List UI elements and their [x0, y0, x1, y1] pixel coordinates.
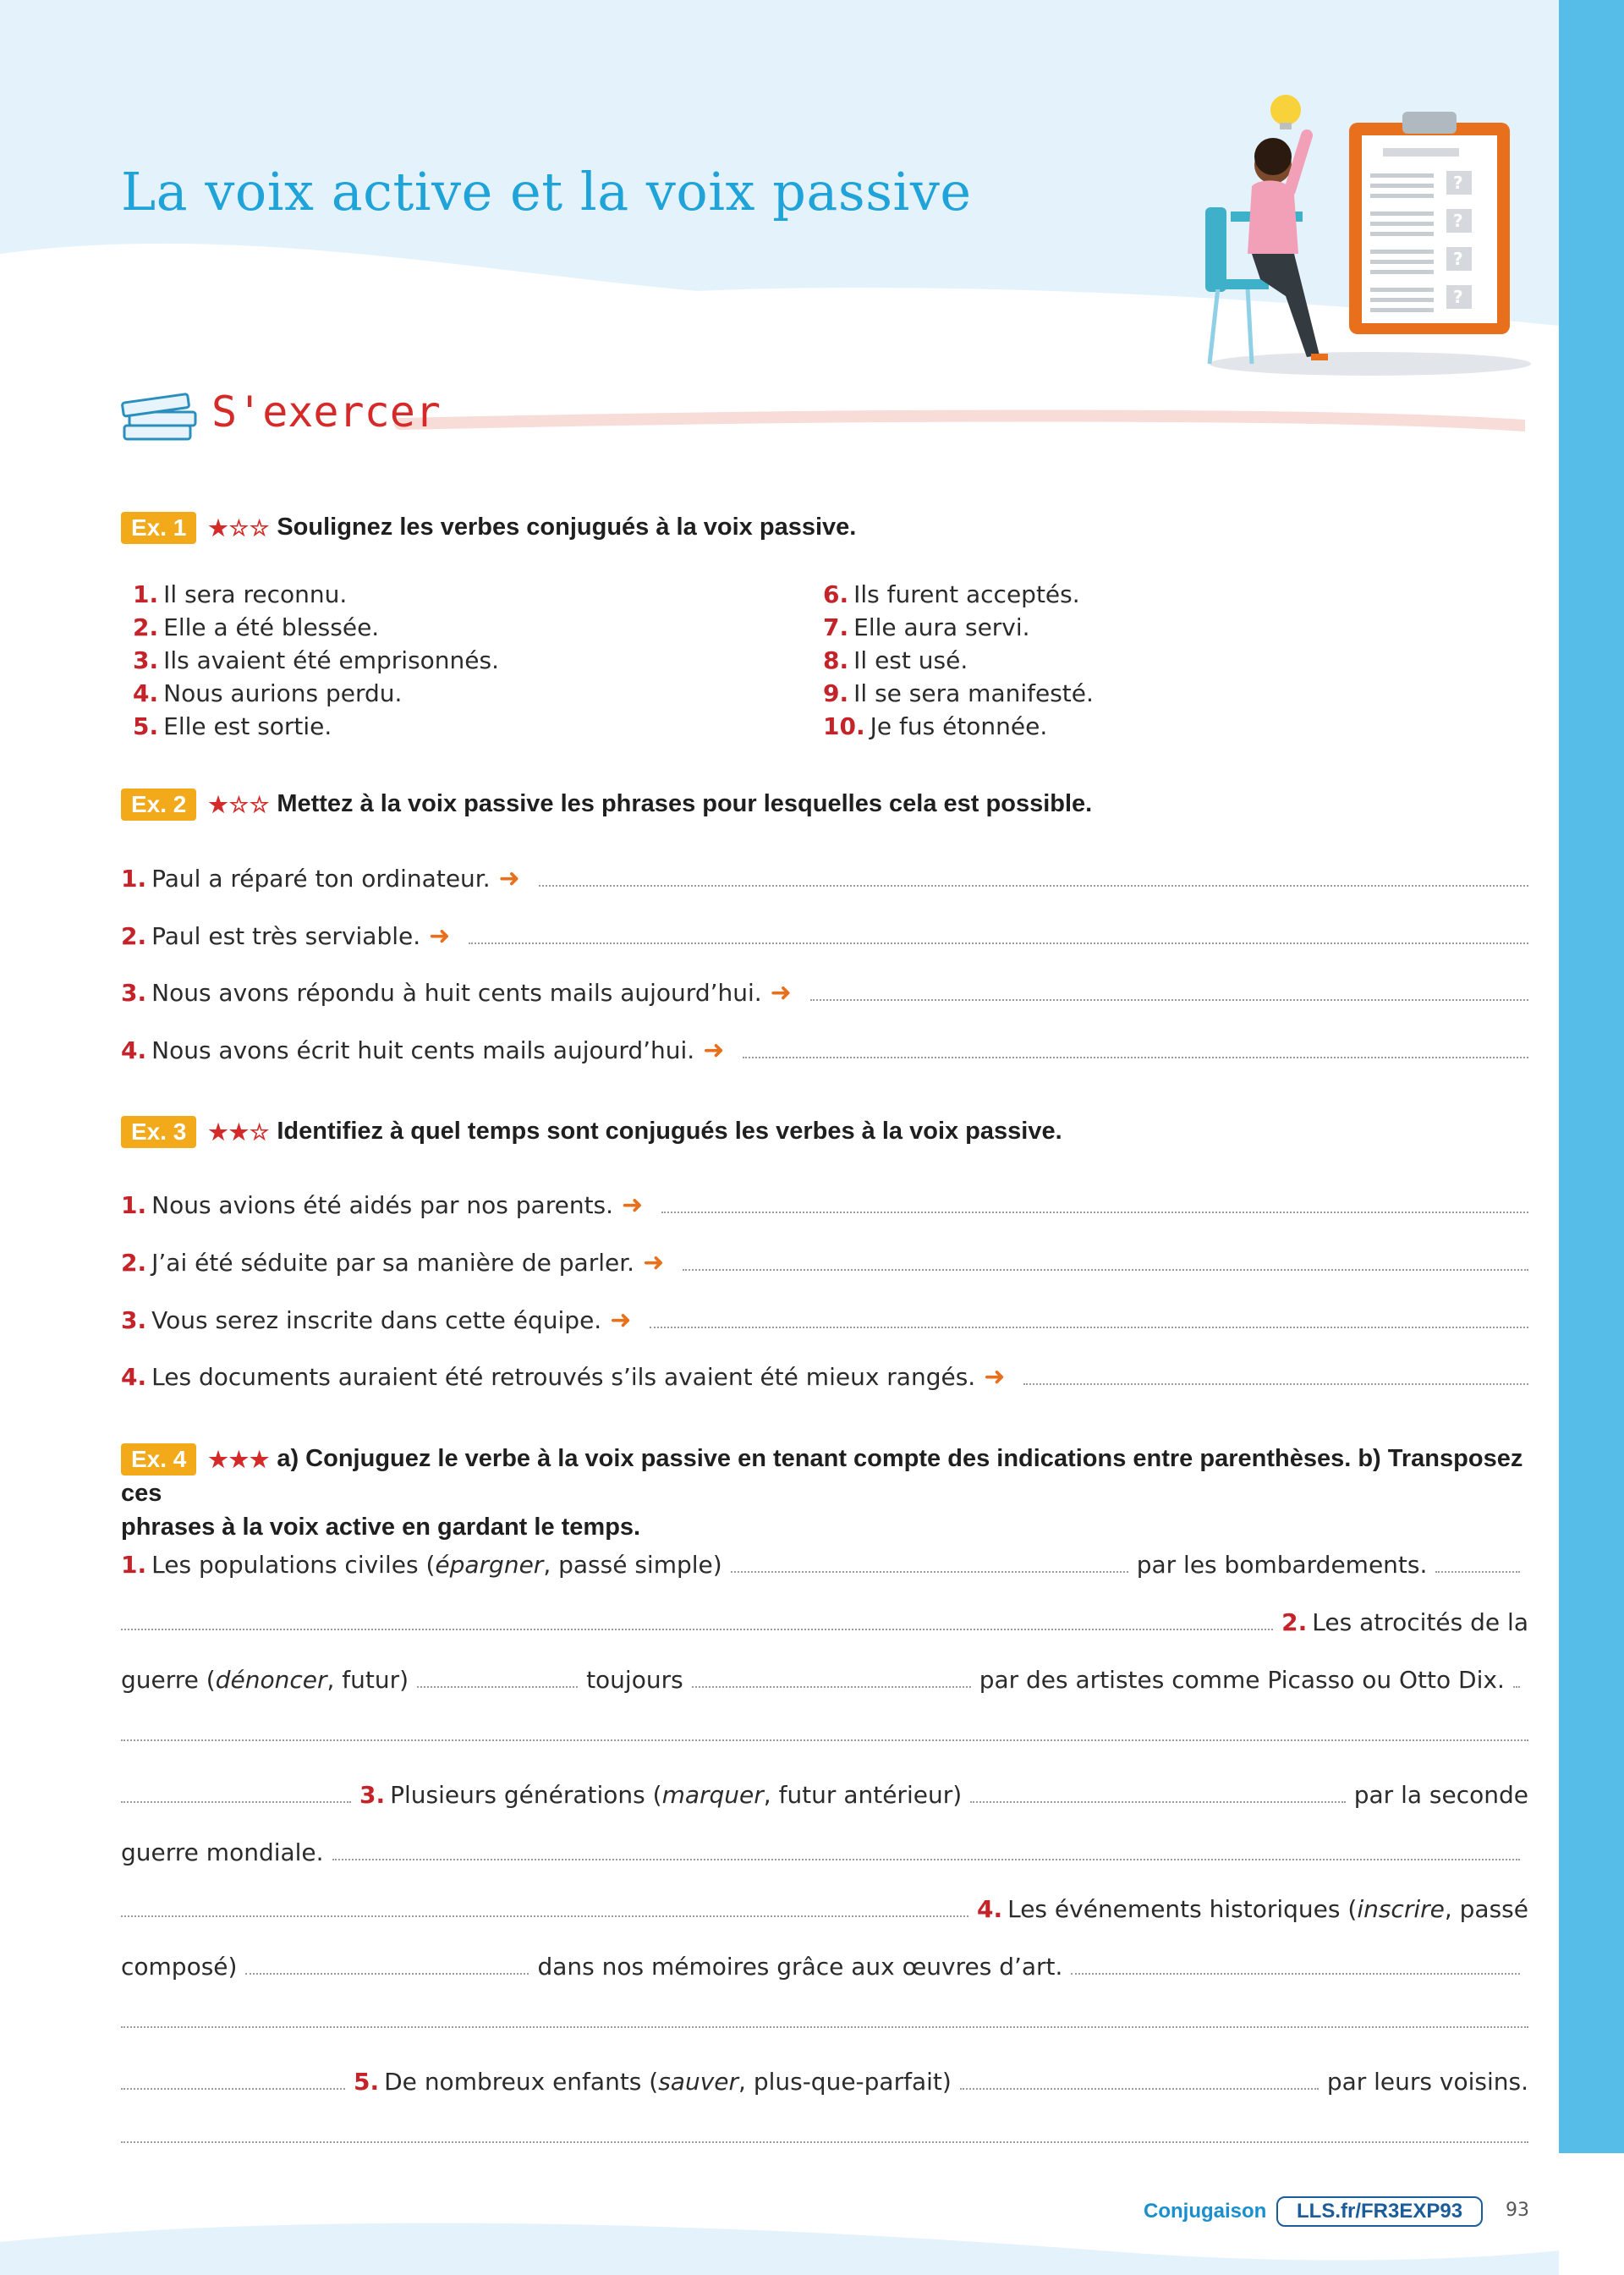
section-title: S'exercer: [211, 387, 441, 437]
answer-field[interactable]: [121, 2008, 1528, 2028]
answer-field[interactable]: [960, 2069, 1319, 2090]
answer-field[interactable]: [683, 1250, 1528, 1271]
answer-field[interactable]: [1513, 1668, 1520, 1688]
ex4-line-4: [121, 1721, 1528, 1755]
answer-field[interactable]: [743, 1038, 1528, 1058]
list-item: 5. Elle est sortie.: [133, 712, 332, 740]
ex2-item: 1. Paul a réparé ton ordinateur. ➜: [121, 862, 1528, 896]
ex2-item: 2. Paul est très serviable. ➜: [121, 920, 1528, 953]
answer-field[interactable]: [970, 1783, 1346, 1803]
ex4-line-2: 2. Les atrocités de la: [121, 1606, 1528, 1640]
arrow-icon: ➜: [610, 1305, 632, 1335]
ex1-stars: ★☆☆: [208, 515, 271, 541]
arrow-icon: ➜: [622, 1190, 644, 1220]
svg-text:?: ?: [1453, 287, 1463, 307]
answer-field[interactable]: [1071, 1954, 1520, 1975]
ex2-instruction: Mettez à la voix passive les phrases pour lesquelles cela est possible.: [277, 790, 1093, 817]
ex3-item: 4. Les documents auraient été retrouvés s’ils avaient été mieux rangés. ➜: [121, 1360, 1528, 1394]
page-number: 93: [1506, 2200, 1529, 2221]
answer-field[interactable]: [650, 1308, 1528, 1328]
ex3-header: [121, 1114, 1528, 1149]
footer-link[interactable]: LLS.fr/FR3EXP93: [1276, 2196, 1483, 2227]
ex4-line-1: 1. Les populations civiles ( épargner , passé simple) par les bombardements.: [121, 1548, 1528, 1582]
list-item: 8. Il est usé.: [823, 646, 968, 674]
books-icon: [122, 394, 195, 439]
ex4-line-7: 4. Les événements historiques ( inscrire , passé: [121, 1893, 1528, 1926]
ex4-line-10: 5. De nombreux enfants ( sauver , plus-que-parfait) par leurs voisins.: [121, 2065, 1528, 2099]
ex4-instruction-line1: a) Conjuguez le verbe à la voix passive en tenant compte des indications entre parenthèses. b) Transposez ces: [121, 1445, 1523, 1508]
answer-field[interactable]: [121, 1783, 351, 1803]
ex3-item: 3. Vous serez inscrite dans cette équipe. ➜: [121, 1304, 1528, 1338]
answer-field[interactable]: [539, 866, 1528, 887]
ex4-stars: ★★★: [208, 1447, 271, 1473]
list-item: 2. Elle a été blessée.: [133, 613, 380, 641]
ex3-badge: Ex. 3: [121, 1116, 196, 1148]
svg-text:?: ?: [1453, 173, 1463, 193]
ex1-instruction: Soulignez les verbes conjugués à la voix passive.: [277, 514, 857, 541]
svg-text:?: ?: [1453, 211, 1463, 231]
answer-field[interactable]: [121, 1610, 1273, 1630]
answer-field[interactable]: [469, 924, 1528, 944]
list-item: 6. Ils furent acceptés.: [823, 580, 1080, 608]
ex1-badge: Ex. 1: [121, 512, 196, 544]
answer-field[interactable]: [417, 1668, 578, 1688]
arrow-icon: ➜: [498, 864, 520, 893]
ex4-line-8: composé) dans nos mémoires grâce aux œuvres d’art.: [121, 1950, 1528, 1984]
list-item: 7. Elle aura servi.: [823, 613, 1030, 641]
list-item: 3. Ils avaient été emprisonnés.: [133, 646, 499, 674]
list-item: 9. Il se sera manifesté.: [823, 679, 1094, 707]
list-item: 1. Il sera reconnu.: [133, 580, 348, 608]
answer-field[interactable]: [692, 1668, 971, 1688]
ex3-instruction: Identifiez à quel temps sont conjugués les verbes à la voix passive.: [277, 1118, 1062, 1145]
ex3-item: 1. Nous avions été aidés par nos parents. ➜: [121, 1189, 1528, 1223]
answer-field[interactable]: [332, 1840, 1520, 1860]
ex4-badge: Ex. 4: [121, 1443, 196, 1475]
answer-field[interactable]: [245, 1954, 529, 1975]
student-illustration: [1201, 85, 1531, 381]
answer-field[interactable]: [121, 1721, 1528, 1741]
answer-field[interactable]: [661, 1193, 1528, 1213]
ex1-header: [121, 510, 1528, 545]
ex3-stars: ★★☆: [208, 1119, 271, 1146]
answer-field[interactable]: [121, 2069, 345, 2090]
ex2-item: 4. Nous avons écrit huit cents mails aujourd’hui. ➜: [121, 1034, 1528, 1068]
ex1-list-right: [823, 578, 1094, 743]
list-item: 4. Nous aurions perdu.: [133, 679, 403, 707]
page-title: La voix active et la voix passive: [121, 161, 972, 223]
footer-section: Conjugaison: [1144, 2200, 1267, 2223]
ex4-line-11: [121, 2123, 1528, 2157]
ex4-line-5: 3. Plusieurs générations ( marquer , futur antérieur) par la seconde: [121, 1778, 1528, 1812]
arrow-icon: ➜: [703, 1036, 725, 1065]
ex2-header: [121, 787, 1528, 822]
answer-field[interactable]: [731, 1552, 1128, 1573]
answer-field[interactable]: [1023, 1365, 1528, 1385]
answer-field[interactable]: [1435, 1552, 1520, 1573]
answer-field[interactable]: [810, 981, 1528, 1001]
ex4-line-6: guerre mondiale.: [121, 1836, 1528, 1870]
answer-field[interactable]: [121, 1897, 968, 1917]
arrow-icon: ➜: [984, 1362, 1006, 1392]
answer-field[interactable]: [121, 2123, 1528, 2143]
ex4-instruction-line2: phrases à la voix active en gardant le temps.: [121, 1514, 641, 1541]
sidebar-strip: [1559, 0, 1624, 2153]
list-item: 10. Je fus étonnée.: [823, 712, 1048, 740]
ex3-item: 2. J’ai été séduite par sa manière de parler. ➜: [121, 1246, 1528, 1280]
ex4-line-9: [121, 2008, 1528, 2041]
svg-text:?: ?: [1453, 249, 1463, 269]
ex2-item: 3. Nous avons répondu à huit cents mails aujourd’hui. ➜: [121, 976, 1528, 1010]
ex4-line-3: guerre ( dénoncer , futur) toujours par des artistes comme Picasso ou Otto Dix.: [121, 1663, 1528, 1697]
ex4-header: [121, 1442, 1528, 1544]
ex1-list-left: [133, 578, 499, 743]
arrow-icon: ➜: [770, 978, 792, 1008]
arrow-icon: ➜: [643, 1248, 665, 1278]
ex2-badge: Ex. 2: [121, 789, 196, 821]
arrow-icon: ➜: [429, 921, 451, 951]
ex2-stars: ★☆☆: [208, 792, 271, 818]
